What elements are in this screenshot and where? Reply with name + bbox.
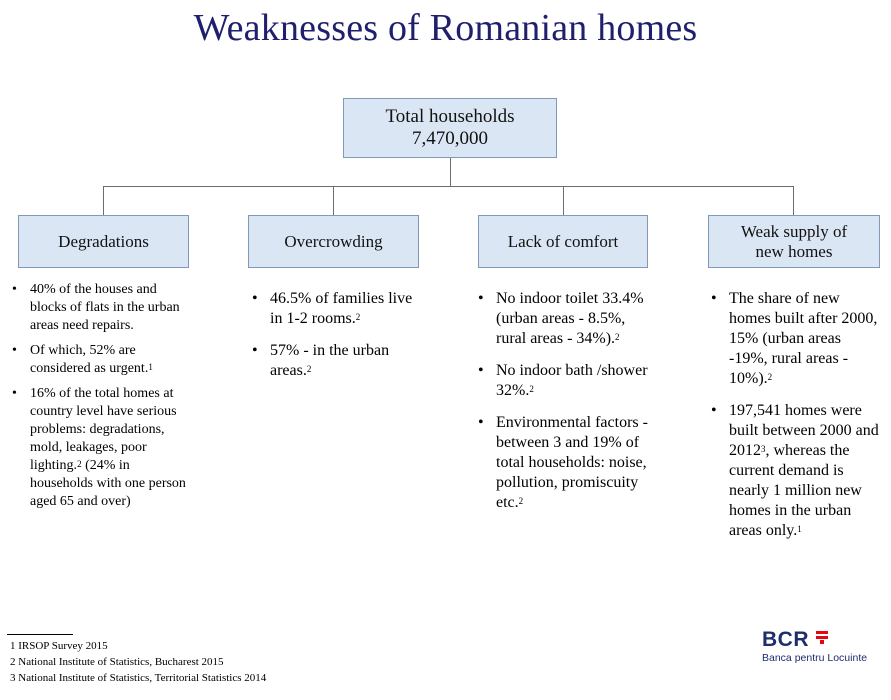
bullet-item: • The share of new homes built after 2000, 15% (urban areas -19%, rural areas - 10%).$^2$	[709, 289, 879, 389]
category-degradations: Degradations	[18, 215, 189, 268]
degradations-bullets	[10, 281, 194, 518]
bullet-item: • Of which, 52% are considered as urgent.$^1$	[10, 342, 194, 378]
bullet-item: • 46.5% of families live in 1-2 rooms.$^2$	[250, 289, 422, 329]
bullet-item: • No indoor toilet 33.4% (urban areas - 8.5%, rural areas - 34%).$^2$	[476, 289, 651, 349]
bullet-item: • 57% - in the urban areas.$^2$	[250, 341, 422, 381]
page-title: Weaknesses of Romanian homes	[193, 7, 698, 49]
bullet-item: • 197,541 homes were built between 2000 and 2012$^3$, whereas the current demand is nearly 1 million new homes in the urban areas only.$^1$	[709, 401, 879, 541]
logo-brand: BCR	[762, 628, 809, 651]
connector-horizontal	[103, 186, 794, 187]
footnote-separator	[7, 634, 73, 635]
connector-overcrowding	[333, 186, 334, 215]
overcrowding-bullets	[250, 289, 422, 388]
footnote-2: 2 National Institute of Statistics, Bucharest 2015	[10, 656, 224, 668]
connector-root-down	[450, 158, 451, 186]
bcr-mark-icon	[814, 629, 830, 645]
bullet-item: • No indoor bath /shower 32%.$^2$	[476, 361, 651, 401]
bcr-logo	[762, 628, 872, 668]
connector-lack-of-comfort	[563, 186, 564, 215]
total-households-label: Total households	[385, 106, 515, 127]
connector-degradations	[103, 186, 104, 215]
bullet-item: • 16% of the total homes at country level have serious problems: degradations, mold, leakages, poor lighting.$^2$ (24% in households with one person aged 65 and over)	[10, 385, 194, 511]
footnotes	[10, 638, 266, 686]
total-households-box	[343, 98, 557, 158]
bullet-item: • Environmental factors - between 3 and 19% of total households: noise, pollution, promiscuity etc.$^2$	[476, 413, 651, 513]
footnote-3: 3 National Institute of Statistics, Territorial Statistics 2014	[10, 672, 267, 684]
category-weak-supply: Weak supply of new homes	[708, 215, 880, 268]
lack-of-comfort-bullets	[476, 289, 651, 520]
category-overcrowding: Overcrowding	[248, 215, 419, 268]
footnote-1: 1 IRSOP Survey 2015	[10, 640, 108, 652]
weak-supply-bullets	[709, 289, 879, 548]
logo-tagline: Banca pentru Locuinte	[762, 652, 868, 664]
category-lack-of-comfort: Lack of comfort	[478, 215, 648, 268]
bullet-item: • 40% of the houses and blocks of flats in the urban areas need repairs.	[10, 281, 194, 335]
total-households-value: 7,470,000	[412, 128, 488, 149]
connector-weak-supply	[793, 186, 794, 215]
